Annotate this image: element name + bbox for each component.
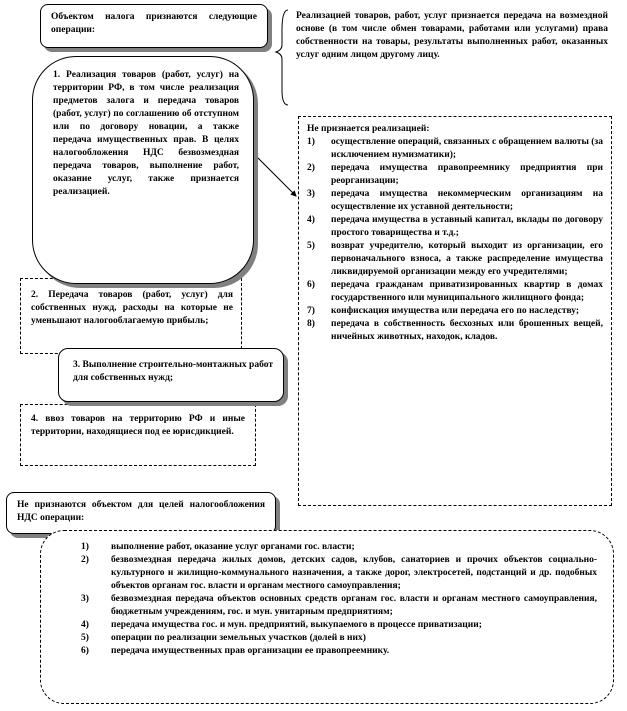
list-item [65,593,597,619]
arrow-connector [250,150,296,196]
list-item-text: операции по реализации земельных участков (долей в них) [111,633,366,643]
list-item-number: 4) [307,215,315,225]
realization-definition [292,6,612,102]
list-item-text: конфискация имущества или передача его по наследству; [331,306,580,316]
list-item-number: 7) [307,306,315,316]
list-item-number: 3) [81,594,89,604]
not-objects-header [6,492,276,534]
list-item [65,619,597,632]
list-item [307,279,603,305]
list-item-text: передача имущества правопреемнику предприятия при реорганизации; [331,163,603,186]
not-realization-title: Не признается реализацией: [307,124,430,134]
list-item [307,162,603,188]
operation-1 [32,56,254,284]
list-item-number: 3) [307,189,315,199]
list-item [65,632,597,645]
list-item-text: безвозмездная передача жилых домов, детских садов, клубов, санаториев и прочих объектов социально-культурного и жилищно-коммунального назначения, а также дорог, электросетей, подстанций и др. подобных объектов органам гос. власти и органам местного самоуправления; [111,555,597,591]
list-item [65,554,597,593]
not-objects-list [65,541,597,658]
list-item [307,214,603,240]
list-item-text: передача гражданам приватизированных квартир в домах государственного или муниципального жилищного фонда; [331,280,603,303]
not-objects-header-text: Не признаются объектом для целей налогообложения НДС операции: [17,500,265,523]
realization-definition-text: Реализацией товаров, работ, услуг признается передача на возмездной основе (в том числе обмен товарами, работами или услугами) права собственности на товары, результаты выполненных работ, оказанных услуг одним лицом другому лицу. [296,11,608,60]
operation-2-text: 2. Передача товаров (работ, услуг) для собственных нужд, расходы на которые не уменьшают налогооблагаемую прибыль; [31,290,233,326]
list-item [307,240,603,279]
operation-4-text: 4. ввоз товаров на территорию РФ и иные территории, находящиеся под ее юрисдикцией. [31,414,245,437]
not-realization-box [298,116,612,506]
operation-3 [58,348,284,402]
list-item [307,318,603,344]
list-item-number: 6) [307,280,315,290]
list-item-text: возврат учредителю, который выходит из организации, его первоначального взноса, а также распределение имущества ликвидируемой организации между его учредителями; [331,241,603,277]
not-objects-box [40,530,614,704]
tax-object-header-text: Объектом налога признаются следующие операции: [51,12,257,35]
brace-connector [276,10,288,105]
list-item-text: передача имущества некоммерческим организациям на осуществление их уставной деятельности; [331,189,603,212]
list-item-number: 2) [81,555,89,565]
list-item-number: 2) [307,163,315,173]
list-item-number: 5) [81,633,89,643]
list-item-number: 8) [307,319,315,329]
operation-1-text: 1. Реализация товаров (работ, услуг) на территории РФ, в том числе реализация предметов залога и передача товаров (работ, услуг) по соглашению об отступном или по договору новации, а также передача имущественных прав. В целях налогообложения НДС безвозмездная передача товаров, выполнение работ, оказание услуг, также признается реализацией. [53,70,239,197]
list-item-text: передача имущества в уставный капитал, вклады по договору простого товарищества и т.д.; [331,215,603,238]
list-item-number: 5) [307,241,315,251]
list-item [307,305,603,318]
operation-2 [20,278,242,354]
list-item-number: 4) [81,620,89,630]
list-item-text: осуществление операций, связанных с обращением валюты (за исключением нумизматики); [331,137,603,160]
tax-object-header [40,4,268,48]
list-item-text: безвозмездная передача объектов основных средств органам гос. власти и органам местного самоуправления, бюджетным учреждениям, гос. и мун. унитарным предприятиям; [111,594,597,617]
list-item [307,136,603,162]
list-item-number: 6) [81,646,89,656]
list-item-number: 1) [81,542,89,552]
list-item [65,645,597,658]
list-item [307,188,603,214]
list-item-text: выполнение работ, оказание услуг органами гос. власти; [111,542,355,552]
list-item [65,541,597,554]
operation-4 [20,404,256,466]
list-item-number: 1) [307,137,315,147]
list-item-text: передача имущества гос. и мун. предприятий, выкупаемого в процессе приватизации; [111,620,482,630]
operation-3-text: 3. Выполнение строительно-монтажных работ для собственных нужд; [73,360,273,383]
list-item-text: передача в собственность бесхозных или брошенных вещей, ничейных животных, находок, кладов. [331,319,603,342]
not-realization-list [307,136,603,344]
list-item-text: передача имущественных прав организации ее правопреемнику. [111,646,390,656]
